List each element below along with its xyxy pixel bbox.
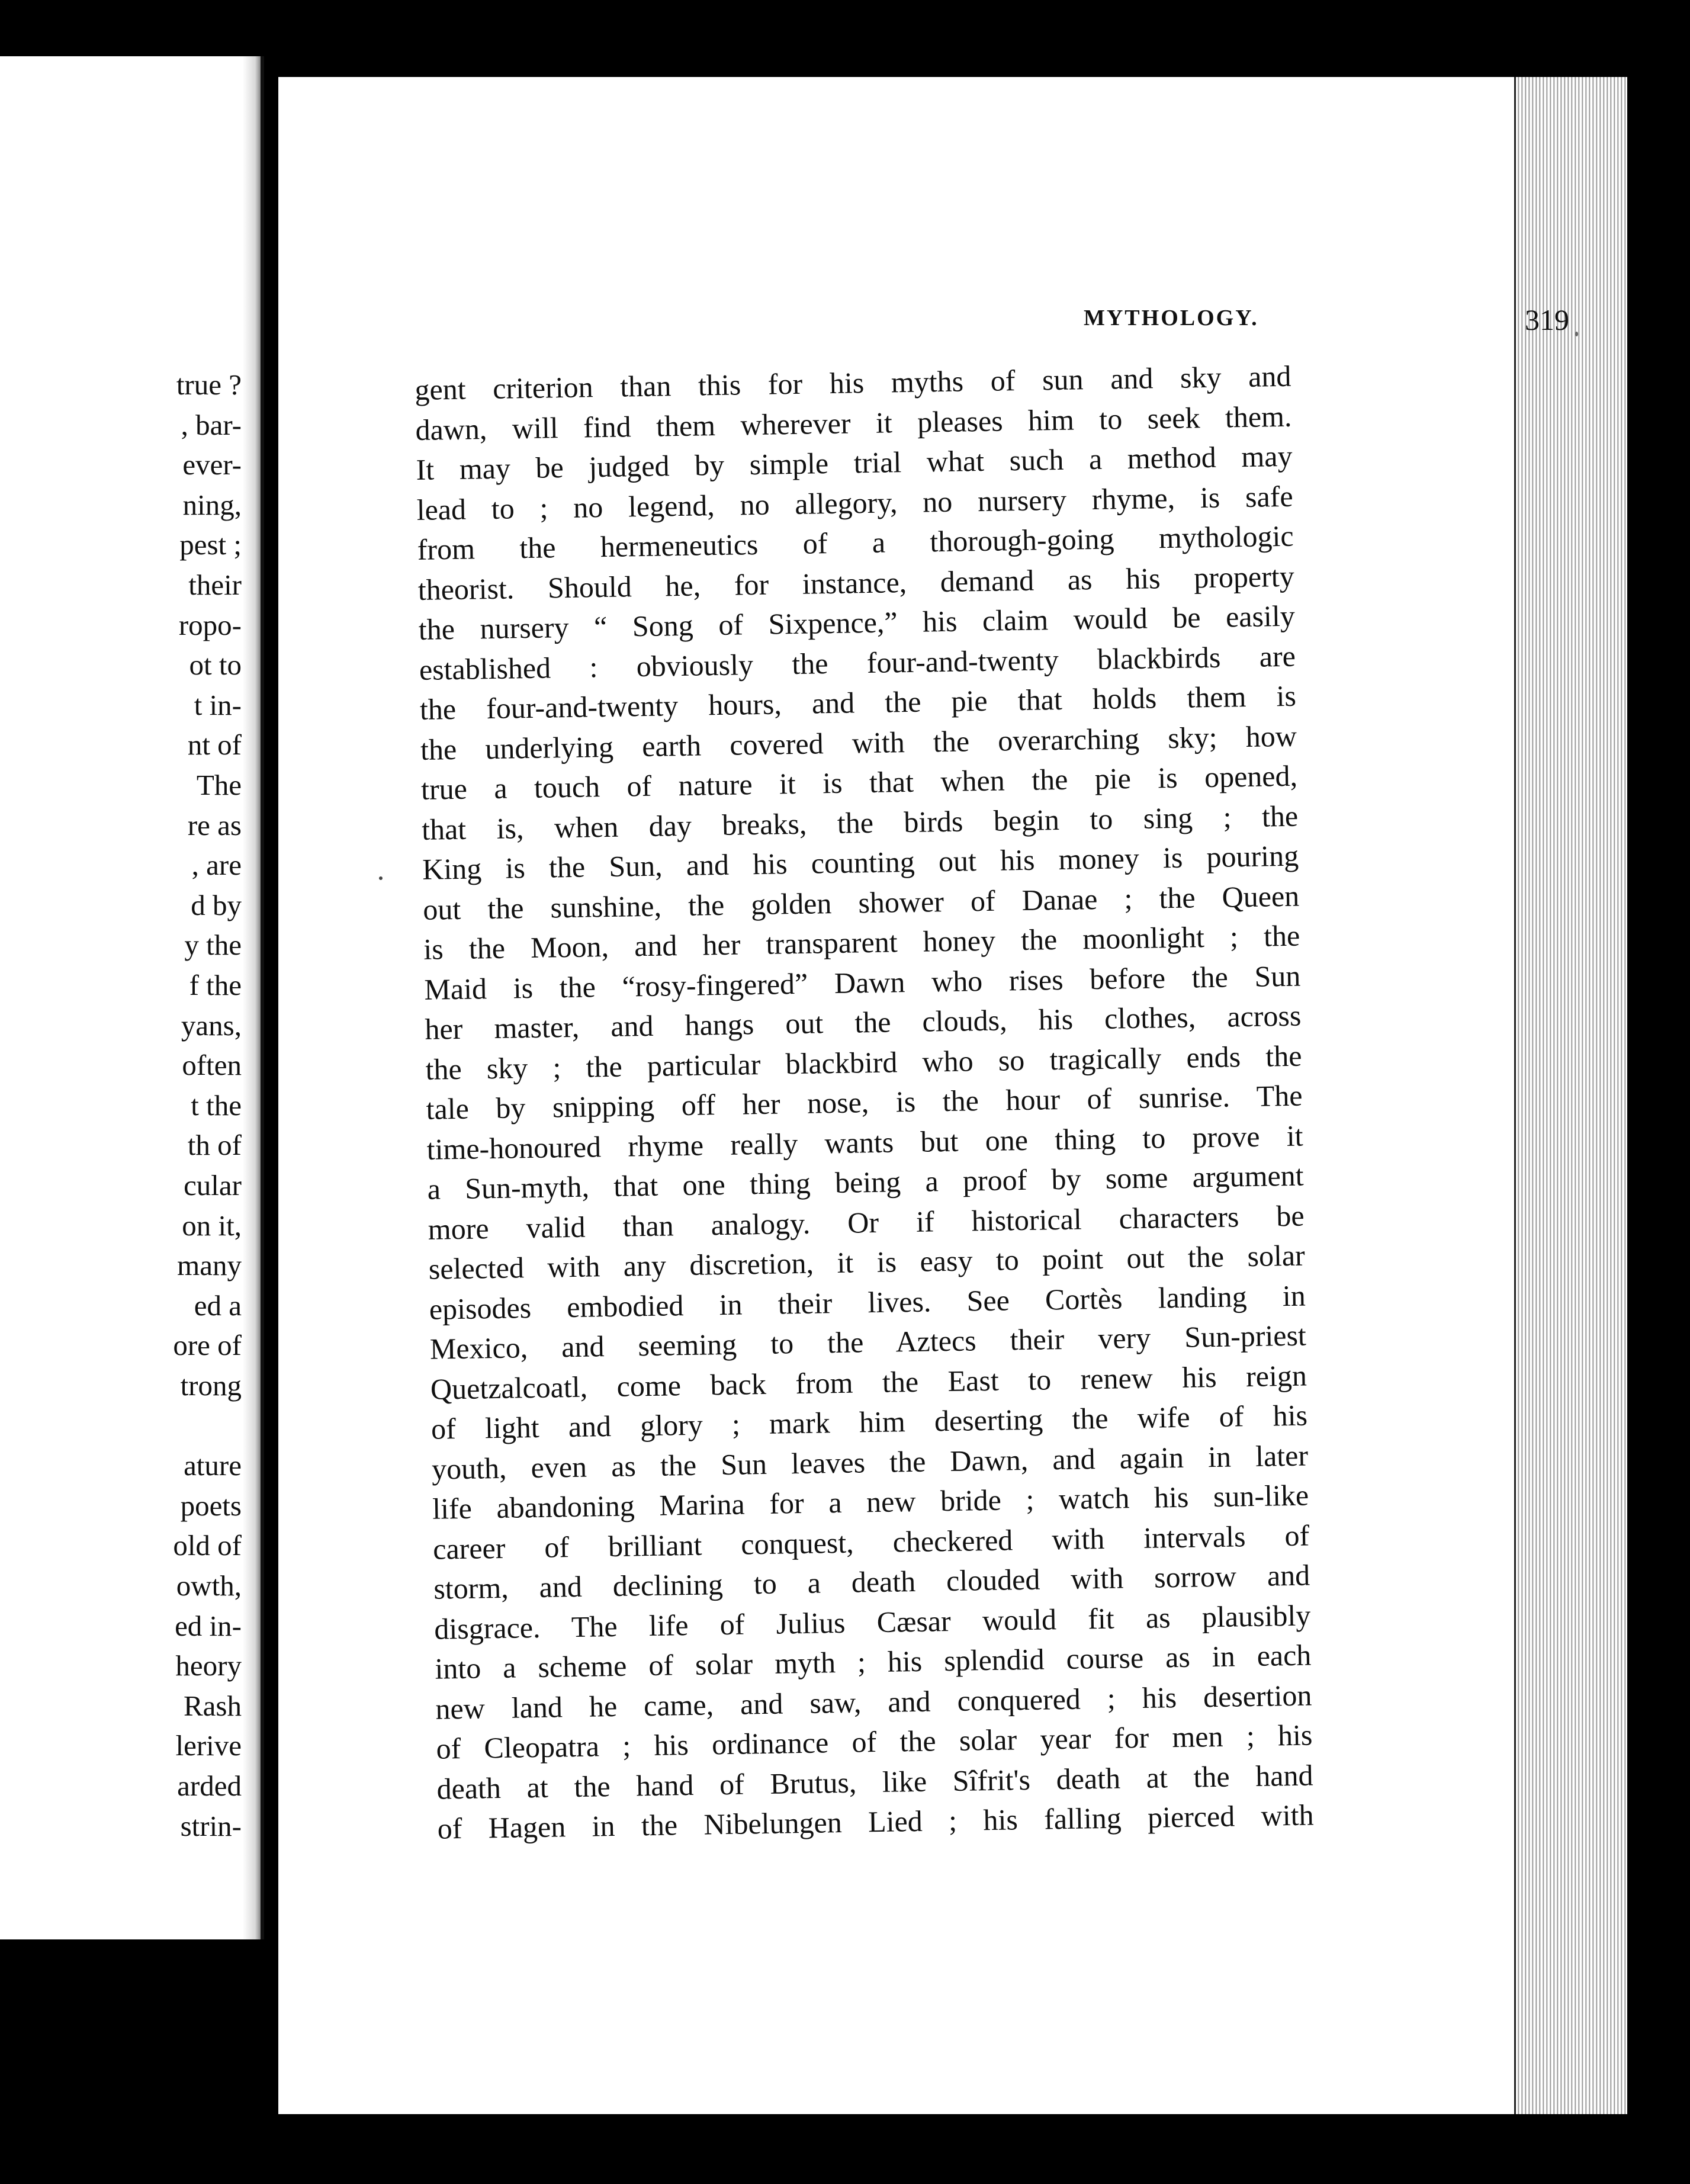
body-line: selected with any discretion, it is easy to point out the solar [428,1238,1306,1286]
body-line: time-honoured rhyme really wants but one thing to prove it [426,1119,1303,1166]
body-line: tale by snipping off her nose, is the hour of sunrise. The [426,1078,1303,1126]
body-line: disgrace. The life of Julius Cæsar would fit as plausibly [433,1598,1311,1646]
scan-speck [1575,332,1578,336]
left-page-line: old of [173,1529,242,1562]
body-line: is the Moon, and her transparent honey the moonlight ; the [423,918,1300,966]
body-line: more valid than analogy. Or if historical characters be [428,1199,1305,1246]
left-page-line: ropo- [178,608,242,641]
left-page-line: trong [180,1369,242,1402]
body-line: of light and glory ; mark him deserting the wife of his [430,1398,1308,1446]
running-title: MYTHOLOGY. [1084,306,1259,330]
body-line: It may be judged by simple trial what such a method may [416,439,1293,486]
left-page-line: ature [184,1449,242,1482]
left-page-line: pest ; [179,528,242,561]
body-line: of Cleopatra ; his ordinance of the solar year for men ; his [436,1718,1313,1765]
body-line: Maid is the “rosy-fingered” Dawn who rises before the Sun [423,959,1301,1006]
body-line: storm, and declining to a death clouded with sorrow and [433,1558,1310,1605]
body-line: youth, even as the Sun leaves the Dawn, and again in later [431,1438,1309,1486]
page-number: 319 [1525,303,1569,336]
body-line: the four-and-twenty hours, and the pie that holds them is [419,679,1297,726]
body-line: death at the hand of Brutus, like Sîfrit's death at the hand [436,1758,1313,1806]
left-page-line: poets [180,1489,242,1522]
left-page-line: their [188,569,242,601]
left-facing-page [0,56,264,1939]
left-page-line: strin- [180,1809,242,1842]
left-page-line: owth, [176,1569,242,1602]
body-line: true a touch of nature it is that when the pie is opened, [420,759,1298,806]
body-line: out the sunshine, the golden shower of Danae ; the Queen [422,879,1300,926]
body-line: of Hagen in the Nibelungen Lied ; his falling pierced with [437,1798,1314,1845]
body-line: theorist. Should he, for instance, demand as his property [417,559,1295,606]
body-line: Quetzalcoatl, come back from the East to renew his reign [430,1358,1307,1406]
left-page-line: ning, [182,488,242,521]
left-page-line: many [177,1249,242,1282]
left-page-line: th of [187,1129,242,1162]
page-edge-shadow [1627,77,1643,2114]
gutter-shadow [243,56,261,1939]
left-page-line: ed a [194,1289,242,1322]
left-page-line: Rash [184,1689,242,1722]
body-line: a Sun-myth, that one thing being a proof by some argument [427,1158,1304,1206]
page-edge-stack [1514,77,1628,2114]
left-page-line: t in- [194,688,242,721]
left-page-line: nt of [187,728,242,762]
running-head [799,305,1587,346]
right-page [278,77,1628,2114]
left-page-line: often [182,1049,242,1082]
body-line: into a scheme of solar myth ; his splendid course as in each [435,1638,1312,1685]
left-page-line: ore of [173,1329,242,1362]
body-line: the nursery “ Song of Sixpence,” his claim would be easily [418,599,1296,646]
left-page-line: d by [191,888,242,921]
left-page-line: The [196,769,242,801]
scan-speck [379,876,383,880]
body-line: new land he came, and saw, and conquered ; his desertion [435,1678,1312,1726]
body-text [415,356,1314,1849]
left-page-line: on it, [182,1209,242,1242]
left-page-line: lerive [175,1729,242,1762]
body-line: that is, when day breaks, the birds begin to sing ; the [421,799,1299,846]
left-page-line: t the [191,1088,242,1122]
body-line: life abandoning Marina for a new bride ; watch his sun-like [432,1478,1309,1525]
body-line: episodes embodied in their lives. See Cortès landing in [429,1279,1306,1326]
left-page-line: y the [184,929,242,962]
left-page-line: , are [191,849,242,882]
left-page-line: cular [184,1169,242,1202]
body-line: Mexico, and seeming to the Aztecs their very Sun-priest [429,1318,1307,1366]
left-page-line: re as [187,808,242,842]
left-page-line: ot to [189,648,242,682]
left-page-line: arded [177,1769,242,1802]
body-line: King is the Sun, and his counting out his money is pouring [422,839,1299,886]
scan-speck [707,16,721,26]
left-page-line: yans, [181,1009,242,1042]
left-page-line: heory [175,1649,242,1682]
left-page-line: f the [189,969,242,1001]
left-page-line: ever- [182,448,242,481]
left-page-line: , bar- [181,408,242,441]
body-line: career of brilliant conquest, checkered with intervals of [432,1518,1310,1566]
body-line: dawn, will find them wherever it pleases him to seek them. [415,399,1292,447]
body-line: the sky ; the particular blackbird who so tragically ends the [425,1039,1302,1086]
body-line: lead to ; no legend, no allegory, no nursery rhyme, is safe [416,479,1293,526]
body-line: her master, and hangs out the clouds, his clothes, across [425,998,1302,1046]
left-page-line: ed in- [175,1609,242,1642]
body-line: the underlying earth covered with the overarching sky; how [420,719,1297,766]
left-page-line: true ? [176,368,242,401]
body-line: from the hermeneutics of a thorough-going mythologic [417,519,1294,566]
body-line: established : obviously the four-and-twenty blackbirds are [419,639,1296,686]
body-line: gent criterion than this for his myths of sun and sky and [415,359,1291,406]
